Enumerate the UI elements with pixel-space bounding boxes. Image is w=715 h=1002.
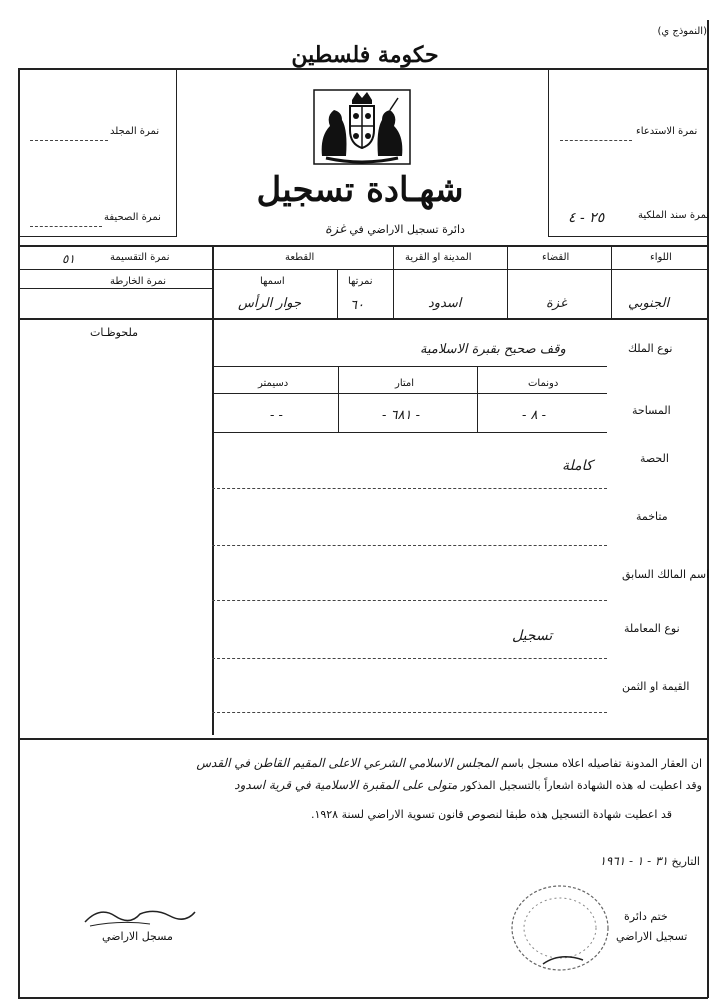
decimeters-header: دسيمتر bbox=[258, 378, 289, 389]
statement-2-printed: وقد اعطيت له هذه الشهادة اشعاراً بالتسجيل المذكور bbox=[460, 779, 702, 792]
department-place: غزة bbox=[325, 222, 346, 237]
government-title: حكومة فلسطين bbox=[291, 42, 439, 68]
town-value: اسدود bbox=[428, 296, 462, 311]
application-line bbox=[560, 140, 632, 141]
body-bottom-line bbox=[19, 738, 708, 740]
page-line bbox=[30, 226, 102, 227]
table-top-line bbox=[19, 245, 708, 247]
previous-owner-label: اسم المالك السابق bbox=[622, 568, 710, 581]
share-label: الحصة bbox=[640, 452, 669, 465]
previous-owner-line bbox=[212, 600, 607, 601]
application-label: نمرة الاستدعاء bbox=[636, 126, 698, 137]
decimeters-value: - - bbox=[270, 408, 283, 423]
boundaries-line bbox=[212, 545, 607, 546]
registrar-signature bbox=[80, 902, 200, 930]
date-label: التاريخ bbox=[671, 855, 700, 868]
property-type-label: نوع الملك bbox=[628, 342, 673, 355]
boundaries-label: متاخمة bbox=[636, 510, 668, 523]
remarks-label: ملحوظـات bbox=[90, 326, 139, 339]
division-value: ٥١ bbox=[62, 252, 75, 266]
date-value: ٣١ - ١ - ١٩٦١ bbox=[599, 854, 668, 868]
town-header: المدينة او القرية bbox=[405, 252, 472, 263]
table-subheader-line bbox=[19, 288, 213, 289]
table-bottom-line bbox=[19, 318, 708, 320]
outer-border-bottom bbox=[18, 997, 708, 999]
area-col-sep-2 bbox=[338, 366, 339, 432]
certificate-title: شهـادة تسجيل bbox=[256, 170, 464, 210]
statement-line-1 bbox=[150, 756, 702, 770]
meters-value: - ٦٨١ - bbox=[382, 408, 421, 423]
coat-of-arms-emblem bbox=[312, 86, 412, 166]
deed-value: ٢٥ - ٤ bbox=[568, 210, 605, 226]
seal-label-1: ختم دائرة bbox=[624, 910, 668, 923]
subdistrict-value: غزة bbox=[546, 296, 567, 311]
date-field bbox=[590, 854, 700, 868]
official-seal-stamp bbox=[505, 880, 615, 976]
share-value: كاملة bbox=[562, 458, 593, 474]
share-line bbox=[212, 488, 607, 489]
district-value: الجنوبي bbox=[628, 296, 670, 311]
statement-line-3: قد اعطيت شهادة التسجيل هذه طبقا لنصوص قانون تسوية الاراضي لسنة ١٩٢٨. bbox=[310, 808, 672, 821]
area-header-line bbox=[212, 393, 607, 394]
table-col-sep-2 bbox=[507, 245, 508, 318]
subdistrict-header: القضاء bbox=[542, 252, 570, 263]
value-price-label: القيمة او الثمن bbox=[622, 680, 690, 693]
statement-1-handwritten: المجلس الاسلامي الشرعي الاعلى المقيم القاطن في القدس bbox=[196, 756, 498, 770]
department-line bbox=[280, 222, 510, 237]
volume-line bbox=[30, 140, 108, 141]
registrar-label: مسجل الاراضي bbox=[102, 930, 173, 943]
area-bottom-line bbox=[212, 432, 607, 433]
volume-label: نمرة المجلد bbox=[110, 126, 160, 137]
table-col-sep-4 bbox=[337, 269, 338, 318]
deed-label: نمرة سند الملكية bbox=[638, 210, 710, 221]
statement-2-handwritten: متولى على المقبرة الاسلامية في قرية اسدود bbox=[234, 778, 458, 792]
department-label: دائرة تسجيل الاراضي في bbox=[349, 223, 465, 236]
parcel-header: القطعة bbox=[285, 252, 315, 263]
parcel-name-value: جوار الرأس bbox=[238, 296, 302, 311]
table-header-line bbox=[19, 269, 708, 270]
property-type-value: وقف صحيح بقبرة الاسلامية bbox=[420, 342, 566, 357]
dunams-header: دونمات bbox=[528, 378, 559, 389]
dunams-value: - ٨ - bbox=[522, 408, 547, 423]
transaction-type-line bbox=[212, 658, 607, 659]
property-type-line bbox=[212, 366, 607, 367]
table-col-sep-1 bbox=[611, 245, 612, 318]
meters-header: امتار bbox=[395, 378, 415, 389]
statement-1-printed: ان العقار المدونة تفاصيله اعلاه مسجل باسم bbox=[500, 757, 702, 770]
table-col-sep-5 bbox=[212, 245, 214, 735]
statement-line-2 bbox=[200, 778, 702, 792]
parcel-name-header: اسمها bbox=[260, 276, 285, 287]
parcel-no-value: ٦٠ bbox=[350, 298, 364, 313]
district-header: اللواء bbox=[650, 252, 672, 263]
transaction-type-value: تسجيل bbox=[512, 628, 553, 644]
seal-label-2: تسجيل الاراضي bbox=[616, 930, 688, 943]
table-col-sep-3 bbox=[393, 245, 394, 318]
parcel-no-header: نمرتها bbox=[348, 276, 373, 287]
map-header: نمرة الخارطة bbox=[110, 276, 166, 287]
area-col-sep-1 bbox=[477, 366, 478, 432]
division-header: نمرة التقسيمة bbox=[110, 252, 170, 263]
form-number: (النموذج ي) bbox=[657, 26, 707, 37]
page-label: نمرة الصحيفة bbox=[104, 212, 161, 223]
transaction-type-label: نوع المعاملة bbox=[624, 622, 680, 635]
area-label: المساحة bbox=[632, 404, 671, 417]
value-price-line bbox=[212, 712, 607, 713]
